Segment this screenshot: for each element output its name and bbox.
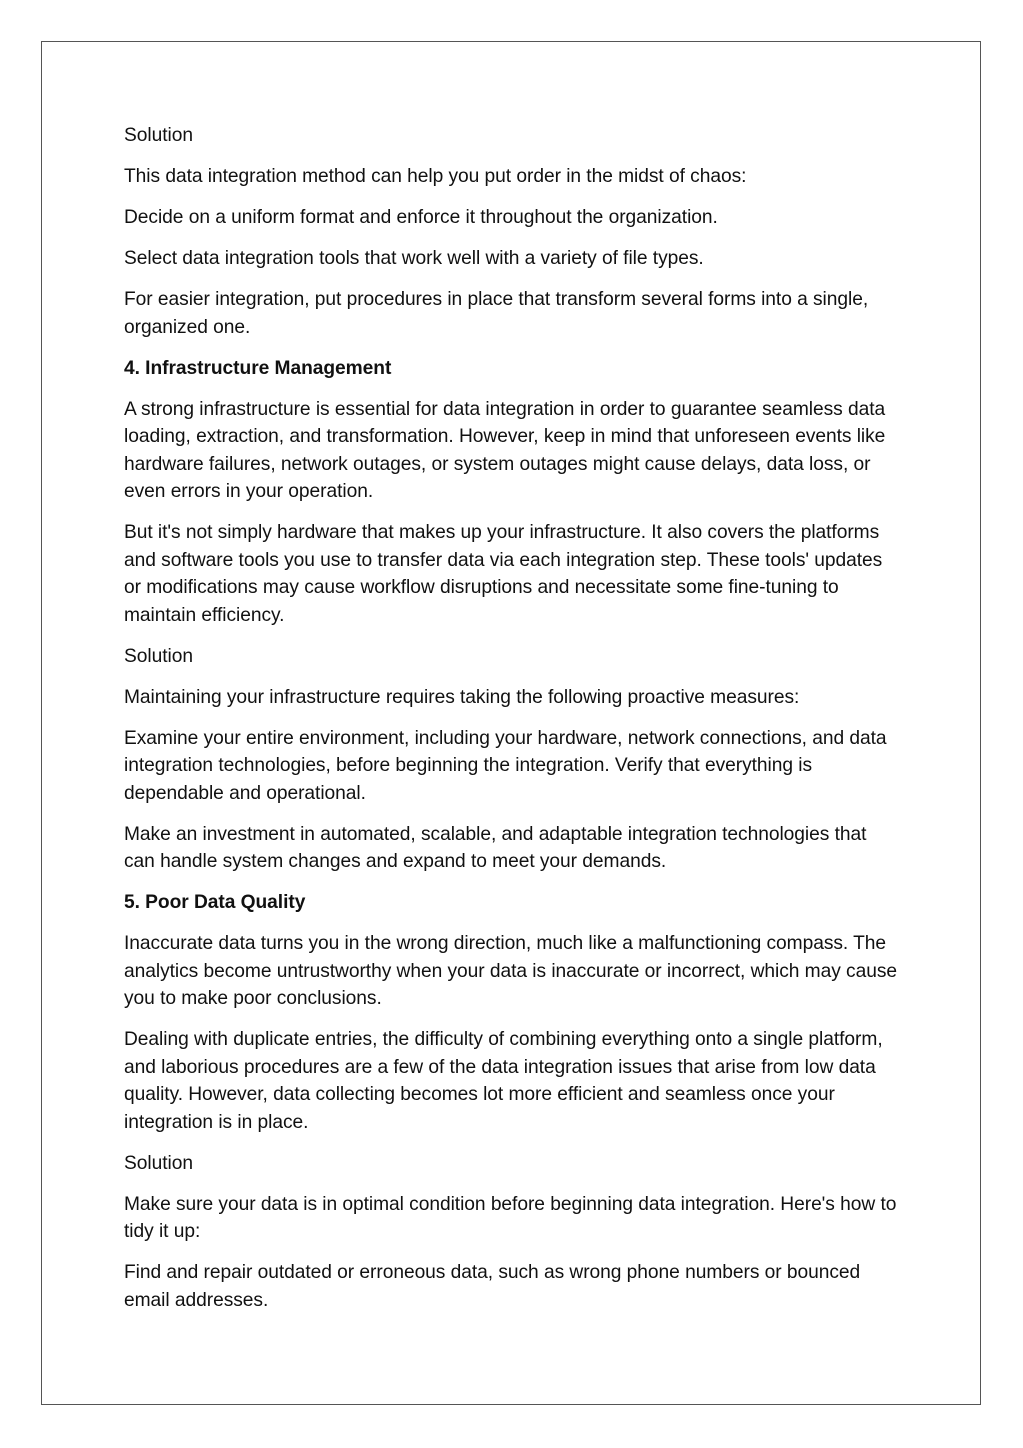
paragraph: Find and repair outdated or erroneous data, such as wrong phone numbers or bounced email addresses. xyxy=(124,1262,861,1311)
paragraph: Maintaining your infrastructure requires taking the following proactive measures: xyxy=(124,686,800,708)
paragraph: For easier integration, put procedures in place that transform several forms into a single, organized one. xyxy=(124,289,869,338)
paragraph: Dealing with duplicate entries, the difficulty of combining everything onto a single platform, and laborious procedures are a few of the data integration issues that arise from low data quality. However, data collecting becomes lot more efficient and seamless once your integration is in place. xyxy=(124,1029,883,1133)
solution-label: Solution xyxy=(124,1152,193,1174)
paragraph: Inaccurate data turns you in the wrong direction, much like a malfunctioning compass. The analytics become untrustworthy when your data is inaccurate or incorrect, which may cause you to make poor conclusions. xyxy=(124,933,898,1009)
paragraph: This data integration method can help you put order in the midst of chaos: xyxy=(124,166,747,187)
paragraph: Select data integration tools that work well with a variety of file types. xyxy=(124,248,704,269)
document-body xyxy=(124,122,900,1328)
section-heading: 5. Poor Data Quality xyxy=(124,892,306,913)
solution-label: Solution xyxy=(124,645,193,667)
paragraph: Examine your entire environment, including your hardware, network connections, and data integration technologies, before beginning the integration. Verify that everything is dependable and operational. xyxy=(124,727,887,804)
solution-label: Solution xyxy=(124,125,193,146)
paragraph: But it's not simply hardware that makes up your infrastructure. It also covers the platforms and software tools you use to transfer data via each integration step. These tools' updates or modifications may cause workflow disruptions and necessitate some fine-tuning to maintain efficiency. xyxy=(124,522,883,626)
paragraph: Make an investment in automated, scalable, and adaptable integration technologies that can handle system changes and expand to meet your demands. xyxy=(124,823,867,872)
paragraph: A strong infrastructure is essential for data integration in order to guarantee seamless data loading, extraction, and transformation. However, keep in mind that unforeseen events like hardware failures, network outages, or system outages might cause delays, data loss, or even errors in your operation. xyxy=(124,398,886,502)
section-heading: 4. Infrastructure Management xyxy=(124,357,392,379)
paragraph: Decide on a uniform format and enforce it throughout the organization. xyxy=(124,207,718,228)
paragraph: Make sure your data is in optimal condition before beginning data integration. Here's how to tidy it up: xyxy=(124,1193,897,1242)
